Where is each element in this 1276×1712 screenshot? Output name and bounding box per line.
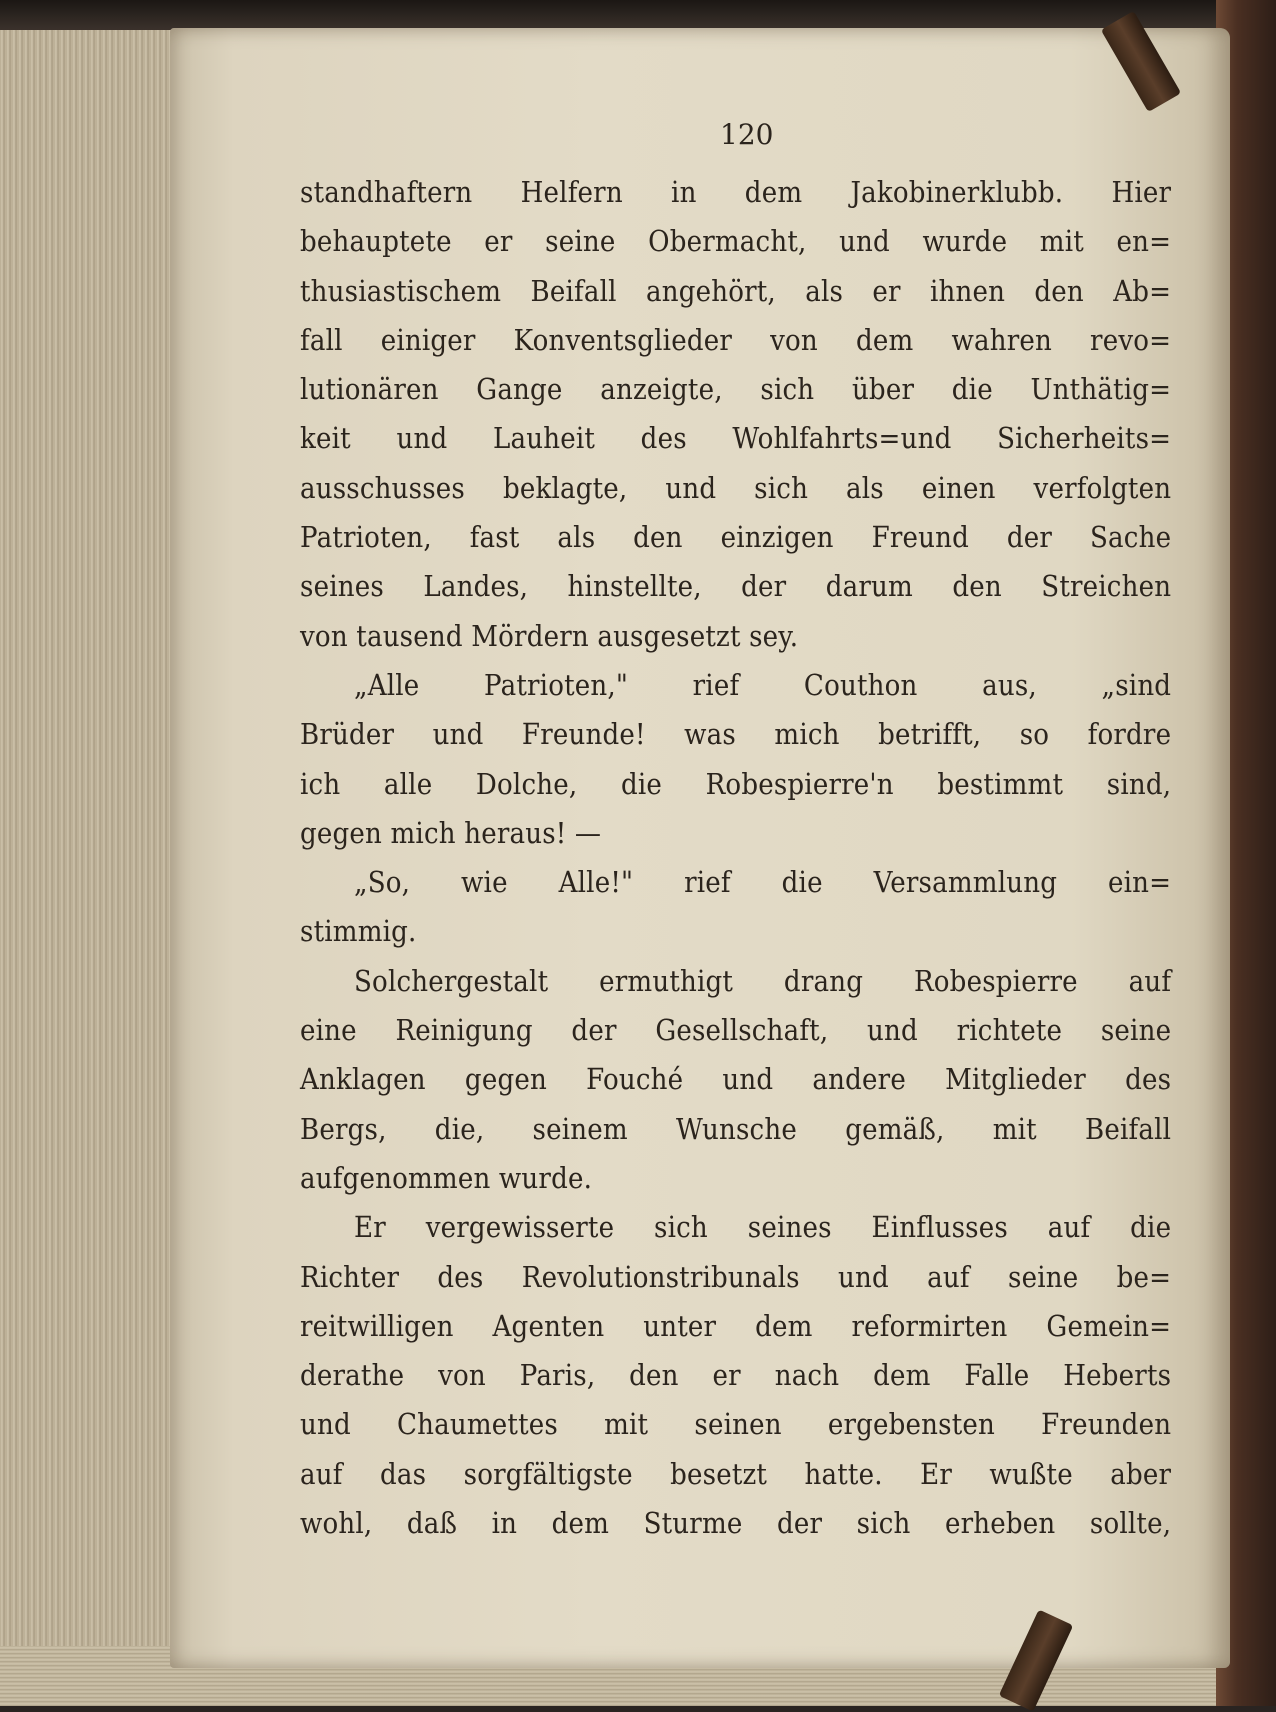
text-line: behauptete er seine Obermacht, und wurde mit en=	[300, 224, 1172, 259]
paragraph	[300, 858, 1172, 957]
text-line: ich alle Dolche, die Robespierre'n bestimmt sind,	[300, 766, 1172, 801]
text-line: wohl, daß in dem Sturme der sich erheben sollte,	[300, 1506, 1172, 1541]
text-line: fall einiger Konventsglieder von dem wahren revo=	[300, 322, 1172, 357]
text-line: ausschusses beklagte, und sich als einen verfolgten	[300, 470, 1172, 505]
text-line: derathe von Paris, den er nach dem Falle Heberts	[300, 1358, 1172, 1393]
text-line: Richter des Revolutionstribunals und auf seine be=	[300, 1259, 1172, 1294]
text-line: thusiastischem Beifall angehört, als er ihnen den Ab=	[300, 273, 1172, 308]
text-line: Brüder und Freunde! was mich betrifft, so fordre	[300, 717, 1172, 752]
text-line: „Alle Patrioten," rief Couthon aus, „sind	[354, 667, 1172, 702]
text-line: seines Landes, hinstellte, der darum den Streichen	[300, 569, 1172, 604]
text-line: Solchergestalt ermuthigt drang Robespierre auf	[354, 963, 1172, 998]
page-number: 120	[720, 118, 774, 151]
text-line: und Chaumettes mit seinen ergebensten Freunden	[300, 1407, 1172, 1442]
text-line: lutionären Gange anzeigte, sich über die Unthätig=	[300, 372, 1172, 407]
page-edges-left	[0, 30, 185, 1706]
text-line: Bergs, die, seinem Wunsche gemäß, mit Beifall	[300, 1111, 1172, 1146]
paragraph	[300, 1203, 1172, 1548]
text-line: Anklagen gegen Fouché und andere Mitglieder des	[300, 1062, 1172, 1097]
text-line: aufgenommen wurde.	[300, 1160, 593, 1195]
text-line: Patrioten, fast als den einzigen Freund der Sache	[300, 520, 1172, 555]
paragraph	[300, 661, 1172, 858]
page-text	[300, 168, 1172, 1548]
paragraph	[300, 957, 1172, 1203]
text-line: Er vergewisserte sich seines Einflusses auf die	[354, 1210, 1172, 1245]
text-line: eine Reinigung der Gesellschaft, und richtete seine	[300, 1013, 1172, 1048]
paragraph	[300, 168, 1172, 661]
text-line: von tausend Mördern ausgesetzt sey.	[300, 618, 799, 653]
text-line: auf das sorgfältigste besetzt hatte. Er wußte aber	[300, 1456, 1172, 1491]
text-line: standhaftern Helfern in dem Jakobinerklubb. Hier	[300, 175, 1172, 209]
text-line: keit und Lauheit des Wohlfahrts=und Sicherheits=	[300, 421, 1172, 456]
text-line: gegen mich heraus! —	[300, 815, 602, 850]
text-line: stimmig.	[300, 914, 417, 949]
text-line: reitwilligen Agenten unter dem reformirten Gemein=	[300, 1308, 1172, 1343]
text-line: „So, wie Alle!" rief die Versammlung ein=	[354, 865, 1172, 900]
